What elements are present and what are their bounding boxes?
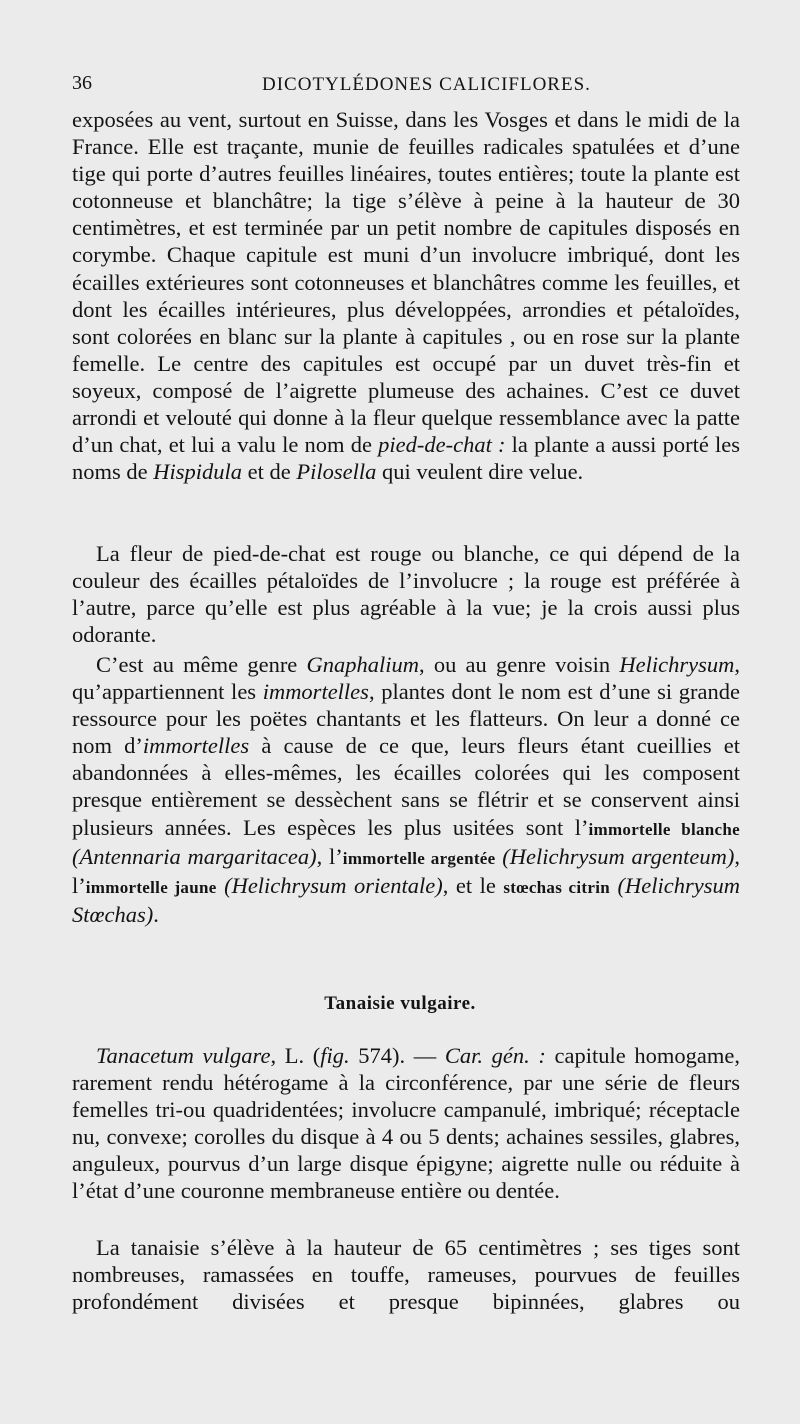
page-number: 36 [72,72,92,94]
paragraph-4: Tanacetum vulgare, L. (fig. 574). — Car. gén. : capitule homogame, rarement rendu hétérogame à la circonférence, par une série de fleurs femelles tri-ou quadridentées; involucre campanulé, imbriqué; réceptacle nu, convexe; corolles du disque à 4 ou 5 dents; achaines sessiles, glabres, anguleux, pourvus d’un large disque épigyne; aigrette nulle ou réduite à l’état d’une couronne membraneuse entière ou dentée. [72,1043,740,1204]
paragraph-1: exposées au vent, surtout en Suisse, dans les Vosges et dans le midi de la France. Elle est traçante, munie de feuilles radicales spatulées et d’une tige qui porte d’autres feuilles linéaires, toutes entières; toute la plante est cotonneuse et blanchâtre; la tige s’élève à peine à la hauteur de 30 centimètres, et est terminée par un petit nombre de capitules disposés en corymbe. Chaque capitule est muni d’un involucre imbriqué, dont les écailles extérieures sont cotonneuses et blanchâtres comme les feuilles, et dont les écailles intérieures, plus développées, arrondies et pétaloïdes, sont colorées en blanc sur la plante à capitules , ou en rose sur la plante femelle. Le centre des capitules est occupé par un duvet très-fin et soyeux, composé de l’aigrette plumeuse des achaines. C’est ce duvet arrondi et velouté qui donne à la fleur quelque ressemblance avec la patte d’un chat, et lui a valu le nom de pied-de-chat : la plante a aussi porté les noms de Hispidula et de Pilosella qui veulent dire velue. [72,107,740,485]
paragraph-5: La tanaisie s’élève à la hauteur de 65 centimètres ; ses tiges sont nombreuses, ramassées en touffe, rameuses, pourvues de feuilles profondément divisées et presque bipinnées, glabres ou [72,1235,740,1315]
running-title: DICOTYLÉDONES CALICIFLORES. [262,74,591,95]
paragraph-3: C’est au même genre Gnaphalium, ou au genre voisin Helichrysum, qu’appartiennent les immortelles, plantes dont le nom est d’une si grande ressource pour les poëtes chantants et les flatteurs. On leur a donné ce nom d’immortelles à cause de ce que, leurs fleurs étant cueillies et abandonnées à elles-mêmes, les écailles colorées qui les composent presque entièrement se dessèchent sans se flétrir et se conservent ainsi plusieurs années. Les espèces les plus usitées sont l’immortelle blanche (Antennaria margaritacea), l’immortelle argentée (Helichrysum argenteum), l’immortelle jaune (Helichrysum orientale), et le stœchas citrin (Helichrysum Stœchas). [72,652,741,927]
paragraph-2: La fleur de pied-de-chat est rouge ou blanche, ce qui dépend de la couleur des écailles pétaloïdes de l’involucre ; la rouge est préférée à l’autre, parce qu’elle est plus agréable à la vue; je la crois aussi plus odorante. [72,541,740,648]
section-title: Tanaisie vulgaire. [324,993,476,1014]
page-header [72,72,740,102]
